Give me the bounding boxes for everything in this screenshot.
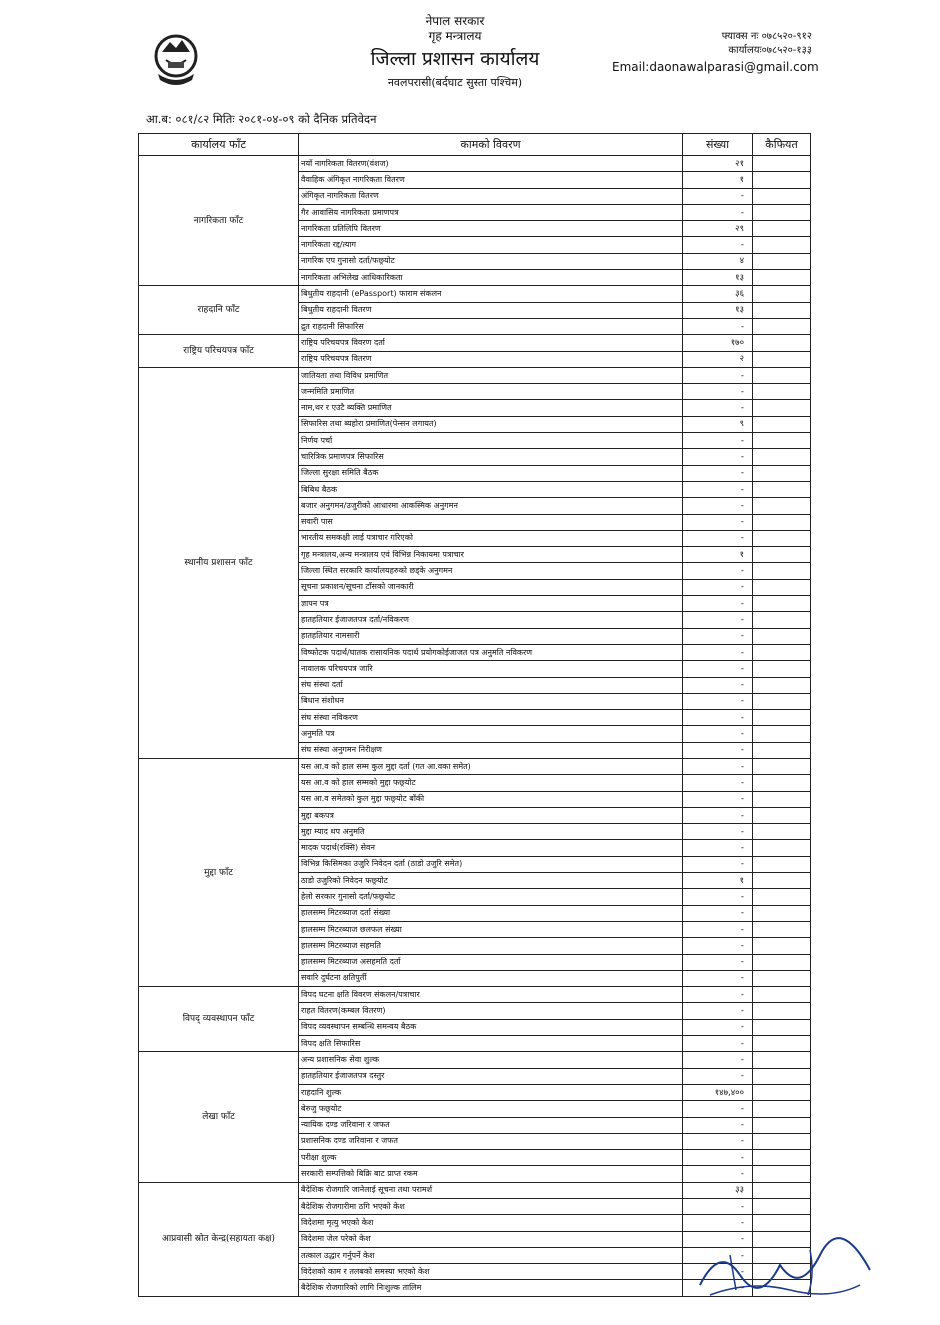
remarks-cell [753, 335, 811, 351]
work-description: गैर आवासिय नागरिकता प्रमाणपत्र [299, 204, 683, 220]
work-count: ९ [683, 416, 753, 432]
ministry-name: गृह मन्त्रालय [428, 29, 482, 43]
work-count: १३ [683, 270, 753, 286]
column-header-section: कार्यालय फाँट [139, 134, 299, 156]
remarks-cell [753, 547, 811, 563]
work-description: तत्काल उद्धार गर्नुपर्ने केश [299, 1247, 683, 1263]
remarks-cell [753, 1068, 811, 1084]
work-count: १३ [683, 302, 753, 318]
work-count: - [683, 579, 753, 595]
work-count: - [683, 644, 753, 660]
remarks-cell [753, 318, 811, 334]
table-row [139, 335, 811, 351]
work-description: विपद घटना क्षति विवरण संकलन/पत्राचार [299, 987, 683, 1003]
report-title: आ.ब: ०८१/८२ मितिः २०८१-०४-०९ को दैनिक प्रतिवेदन [146, 112, 377, 126]
remarks-cell [753, 954, 811, 970]
section-name: विपद् व्यवस्थापन फाँट [139, 987, 299, 1052]
work-description: भारतीय समकक्षी लाई पत्राचार गरिएको [299, 530, 683, 546]
remarks-cell [753, 579, 811, 595]
work-count: १ [683, 547, 753, 563]
work-count: - [683, 1247, 753, 1263]
remarks-cell [753, 1182, 811, 1198]
section-name: स्थानीय प्रशासन फाँट [139, 367, 299, 758]
table-row [139, 156, 811, 172]
work-count: - [683, 742, 753, 758]
work-count: - [683, 987, 753, 1003]
remarks-cell [753, 824, 811, 840]
remarks-cell [753, 987, 811, 1003]
column-header-description: कामको विवरण [299, 134, 683, 156]
work-count: - [683, 465, 753, 481]
work-count: - [683, 481, 753, 497]
work-description: न्यायिक दण्ड जरिवाना र जफत [299, 1117, 683, 1133]
work-count: ३६ [683, 286, 753, 302]
remarks-cell [753, 758, 811, 774]
remarks-cell [753, 270, 811, 286]
column-header-count: संख्या [683, 134, 753, 156]
work-count: - [683, 514, 753, 530]
work-description: हालसम्म मिटरब्याज सहमति [299, 938, 683, 954]
work-count: - [683, 758, 753, 774]
work-description: संघ संस्था दर्ता [299, 677, 683, 693]
work-count: - [683, 530, 753, 546]
work-count: ४ [683, 253, 753, 269]
remarks-cell [753, 1052, 811, 1068]
signature-stamp-icon [690, 1235, 890, 1305]
work-count: - [683, 1068, 753, 1084]
section-name: राष्ट्रिय परिचयपत्र फाँट [139, 335, 299, 368]
work-count: - [683, 905, 753, 921]
table-row [139, 367, 811, 383]
work-description: अनुमति पत्र [299, 726, 683, 742]
remarks-cell [753, 188, 811, 204]
remarks-cell [753, 465, 811, 481]
remarks-cell [753, 156, 811, 172]
daily-report-table [138, 133, 811, 1297]
work-description: विपद क्षति सिफारिस [299, 1036, 683, 1052]
remarks-cell [753, 710, 811, 726]
work-description: नागरिकता रद्द/त्याग [299, 237, 683, 253]
work-description: द्रुत राहदानी सिफारिस [299, 318, 683, 334]
work-description: बिधुतीय राहदानी (ePassport) फाराम संकलन [299, 286, 683, 302]
work-description: हालसम्म मिटरब्याज छलफल संख्या [299, 921, 683, 937]
work-description: राष्ट्रिय परिचयपत्र विवरण दर्ता [299, 335, 683, 351]
remarks-cell [753, 481, 811, 497]
work-description: बैदेशिक रोजगारि जानेलाई सूचना तथा परामर्श [299, 1182, 683, 1198]
work-count: - [683, 1052, 753, 1068]
section-name: आप्रवासी स्रोत केन्द्र(सहायता कक्ष) [139, 1182, 299, 1296]
work-description: बजार अनुगमन/उजुरीको आधारमा आकस्मिक अनुगमन [299, 498, 683, 514]
office-phone: कार्यालयः०७८५२०-१३३ [728, 45, 812, 56]
work-description: नागरिकता अभिलेख आधिकारिकता [299, 270, 683, 286]
remarks-cell [753, 172, 811, 188]
work-count: - [683, 628, 753, 644]
work-count: - [683, 318, 753, 334]
work-count: १ [683, 873, 753, 889]
remarks-cell [753, 1036, 811, 1052]
work-description: नागरिक एप गुनासो दर्ता/फछ्र्याेट [299, 253, 683, 269]
work-count: - [683, 204, 753, 220]
work-description: सिफारिस तथा ब्यहोरा प्रमाणित(पेन्सन लगायत) [299, 416, 683, 432]
work-description: ठाडो उजुरिको निवेदन फछ्र्याेट [299, 873, 683, 889]
work-description: चारित्रिक प्रमाणपत्र सिफारिस [299, 449, 683, 465]
letterhead [330, 14, 580, 90]
work-count: १७० [683, 335, 753, 351]
work-description: बिधुतीय राहदानी वितरण [299, 302, 683, 318]
work-count: १ [683, 172, 753, 188]
work-count: - [683, 400, 753, 416]
remarks-cell [753, 1199, 811, 1215]
work-description: अन्य प्रशासनिक सेवा शुल्क [299, 1052, 683, 1068]
work-description: सरकारी सम्पत्तिको बिक्रि बाट प्राप्त रकम [299, 1166, 683, 1182]
table-row [139, 1052, 811, 1068]
work-description: हेलो सरकार गुनासो दर्ता/फछ्र्याेट [299, 889, 683, 905]
work-count: - [683, 1166, 753, 1182]
work-description: जिल्ला सुरक्षा समिति बैठक [299, 465, 683, 481]
work-description: मादक पदार्थ(रक्सि) सेवन [299, 840, 683, 856]
work-description: गृह मन्त्रालय,अन्य मन्त्रालय एवं विभिन्न निकायमा पत्राचार [299, 547, 683, 563]
work-description: राहत वितरण(कम्बल वितरण) [299, 1003, 683, 1019]
office-location: नवलपरासी(बर्दघाट सुस्ता पश्चिम) [387, 76, 523, 89]
work-count: - [683, 1215, 753, 1231]
remarks-cell [753, 840, 811, 856]
work-description: ज्ञापन पत्र [299, 596, 683, 612]
work-count: - [683, 1199, 753, 1215]
work-count: - [683, 596, 753, 612]
work-description: विदेशको काम र तलबको समस्या भएको केश [299, 1264, 683, 1280]
work-count: - [683, 563, 753, 579]
work-count: - [683, 807, 753, 823]
remarks-cell [753, 433, 811, 449]
work-description: जन्ममिति प्रमाणित [299, 384, 683, 400]
work-count: - [683, 791, 753, 807]
work-count: - [683, 856, 753, 872]
contact-info [612, 30, 819, 75]
section-name: मुद्दा फाँट [139, 758, 299, 986]
work-description: हातहतियार ईजाजतपत्र दस्तुर [299, 1068, 683, 1084]
work-description: नयाँ नागरिकता वितरण(वंशज) [299, 156, 683, 172]
work-description: विदेशमा मृत्यु भएको केश [299, 1215, 683, 1231]
office-name: जिल्ला प्रशासन कार्यालय [370, 48, 540, 70]
work-count: - [683, 840, 753, 856]
work-description: मुद्दा बकपत्र [299, 807, 683, 823]
work-count: - [683, 889, 753, 905]
work-count: - [683, 824, 753, 840]
work-description: प्रशासनिक दण्ड जरिवाना र जफत [299, 1133, 683, 1149]
remarks-cell [753, 596, 811, 612]
work-count: - [683, 1150, 753, 1166]
remarks-cell [753, 1133, 811, 1149]
remarks-cell [753, 873, 811, 889]
remarks-cell [753, 367, 811, 383]
work-description: हालसम्म मिटरब्याज असहमति दर्ता [299, 954, 683, 970]
work-count: - [683, 612, 753, 628]
work-description: हातहतियार ईजाजतपत्र दर्ता/नविकरण [299, 612, 683, 628]
remarks-cell [753, 661, 811, 677]
section-name: नागरिकता फाँट [139, 156, 299, 286]
table-row [139, 1182, 811, 1198]
work-count: - [683, 677, 753, 693]
remarks-cell [753, 775, 811, 791]
work-count: - [683, 367, 753, 383]
work-description: नागरिकता प्रतिलिपि वितरण [299, 221, 683, 237]
work-count: - [683, 921, 753, 937]
remarks-cell [753, 384, 811, 400]
work-description: अंगिकृत नागरिकता वितरण [299, 188, 683, 204]
remarks-cell [753, 807, 811, 823]
section-name: लेखा फाँट [139, 1052, 299, 1182]
work-count: - [683, 726, 753, 742]
email-address: Email:daonawalparasi@gmail.com [612, 60, 819, 74]
work-count: - [683, 384, 753, 400]
work-count: - [683, 1003, 753, 1019]
remarks-cell [753, 726, 811, 742]
work-count: - [683, 938, 753, 954]
remarks-cell [753, 400, 811, 416]
work-description: मुद्दा म्याद थप अनुमति [299, 824, 683, 840]
remarks-cell [753, 612, 811, 628]
work-count: - [683, 1117, 753, 1133]
remarks-cell [753, 498, 811, 514]
section-name: राहदानि फाँट [139, 286, 299, 335]
work-description: नावालक परिचयपत्र जारि [299, 661, 683, 677]
remarks-cell [753, 1101, 811, 1117]
remarks-cell [753, 1215, 811, 1231]
work-description: राष्ट्रिय परिचयपत्र वितरण [299, 351, 683, 367]
remarks-cell [753, 286, 811, 302]
table-row [139, 758, 811, 774]
remarks-cell [753, 628, 811, 644]
work-count: ३३ [683, 1182, 753, 1198]
work-description: विभिन्न किसिमका उजुरि निवेदन दर्ता (ठाडो उजुरि समेत) [299, 856, 683, 872]
column-header-remarks: कैफियत [753, 134, 811, 156]
remarks-cell [753, 514, 811, 530]
remarks-cell [753, 563, 811, 579]
fax-number: फ्याक्स नः ०७८५२०-९१२ [721, 31, 812, 42]
work-description: यस आ.व को हाल सम्म कुल मुद्दा दर्ता (गत आ.वका समेत) [299, 758, 683, 774]
work-count: - [683, 1019, 753, 1035]
work-description: जातियता तथा विविध प्रमाणित [299, 367, 683, 383]
remarks-cell [753, 856, 811, 872]
work-count: - [683, 1280, 753, 1296]
remarks-cell [753, 237, 811, 253]
work-count: - [683, 449, 753, 465]
work-count: - [683, 1036, 753, 1052]
work-description: विदेशमा जेल परेको केश [299, 1231, 683, 1247]
work-description: संघ संस्था अनुगमन निरीक्षण [299, 742, 683, 758]
nepal-government-emblem-icon [152, 30, 200, 90]
work-description: सवारि दुर्घटना क्षतिपुर्ती [299, 970, 683, 986]
remarks-cell [753, 530, 811, 546]
remarks-cell [753, 644, 811, 660]
work-description: बैदेशिक रोजगारिको लागि निःशुल्क तालिम [299, 1280, 683, 1296]
remarks-cell [753, 204, 811, 220]
remarks-cell [753, 677, 811, 693]
work-count: - [683, 954, 753, 970]
work-description: नाम,थर र एउटै ब्यक्ति प्रमाणित [299, 400, 683, 416]
work-count: - [683, 1264, 753, 1280]
work-count: - [683, 1101, 753, 1117]
work-description: हातहतियार नामसारी [299, 628, 683, 644]
remarks-cell [753, 970, 811, 986]
work-description: यस आ.व समेतको कुल मुद्दा फछ्र्याेट बाँकी [299, 791, 683, 807]
table-header-row [139, 134, 811, 156]
work-description: यस आ.व को हाल सम्मको मुद्दा फछ्र्याेट [299, 775, 683, 791]
work-description: बेरुजु फछ्र्याेट [299, 1101, 683, 1117]
work-count: - [683, 433, 753, 449]
work-count: - [683, 661, 753, 677]
remarks-cell [753, 1117, 811, 1133]
country-name: नेपाल सरकार [425, 14, 485, 28]
work-description: सवारी पास [299, 514, 683, 530]
table-row [139, 286, 811, 302]
work-count: - [683, 1231, 753, 1247]
work-count: - [683, 970, 753, 986]
remarks-cell [753, 221, 811, 237]
work-count: - [683, 775, 753, 791]
work-description: हालसम्म मिटरब्याज दर्ता संख्या [299, 905, 683, 921]
work-count: - [683, 498, 753, 514]
remarks-cell [753, 1150, 811, 1166]
remarks-cell [753, 1166, 811, 1182]
work-description: बिबिध बैठक [299, 481, 683, 497]
remarks-cell [753, 416, 811, 432]
work-count: - [683, 188, 753, 204]
work-count: - [683, 693, 753, 709]
remarks-cell [753, 1019, 811, 1035]
work-count: १४७,४०० [683, 1084, 753, 1100]
work-count: - [683, 1133, 753, 1149]
remarks-cell [753, 1084, 811, 1100]
work-count: - [683, 237, 753, 253]
remarks-cell [753, 1003, 811, 1019]
remarks-cell [753, 889, 811, 905]
work-description: विपद व्यवस्थापन सम्बन्धि समन्वय बैठक [299, 1019, 683, 1035]
work-description: निर्णय पर्चा [299, 433, 683, 449]
work-description: विष्फोटक पदार्थ/घातक रासायनिक पदार्थ प्रयोगकोईजाजत पत्र अनुमति नविकरण [299, 644, 683, 660]
remarks-cell [753, 302, 811, 318]
work-description: सूचना प्रकाशन/सूचना टाँसको जानकारी [299, 579, 683, 595]
remarks-cell [753, 742, 811, 758]
remarks-cell [753, 449, 811, 465]
remarks-cell [753, 693, 811, 709]
remarks-cell [753, 905, 811, 921]
work-description: परीक्षा शुल्क [299, 1150, 683, 1166]
work-description: बैदेशिक रोजगारीमा ठगि भएको केश [299, 1199, 683, 1215]
work-count: - [683, 710, 753, 726]
work-description: जिल्ला स्थित सरकारि कार्यालयहरुको छड्के अनुगमन [299, 563, 683, 579]
work-description: संघ संस्था नविकरण [299, 710, 683, 726]
remarks-cell [753, 351, 811, 367]
work-count: २१ [683, 156, 753, 172]
table-body [139, 156, 811, 1297]
work-description: वैवाहिक अंगिकृत नागरिकता वितरण [299, 172, 683, 188]
remarks-cell [753, 921, 811, 937]
work-description: बिधान संशोधन [299, 693, 683, 709]
work-description: राहदानि शुल्क [299, 1084, 683, 1100]
remarks-cell [753, 791, 811, 807]
work-count: २९ [683, 221, 753, 237]
table-row [139, 987, 811, 1003]
work-count: २ [683, 351, 753, 367]
remarks-cell [753, 253, 811, 269]
remarks-cell [753, 938, 811, 954]
